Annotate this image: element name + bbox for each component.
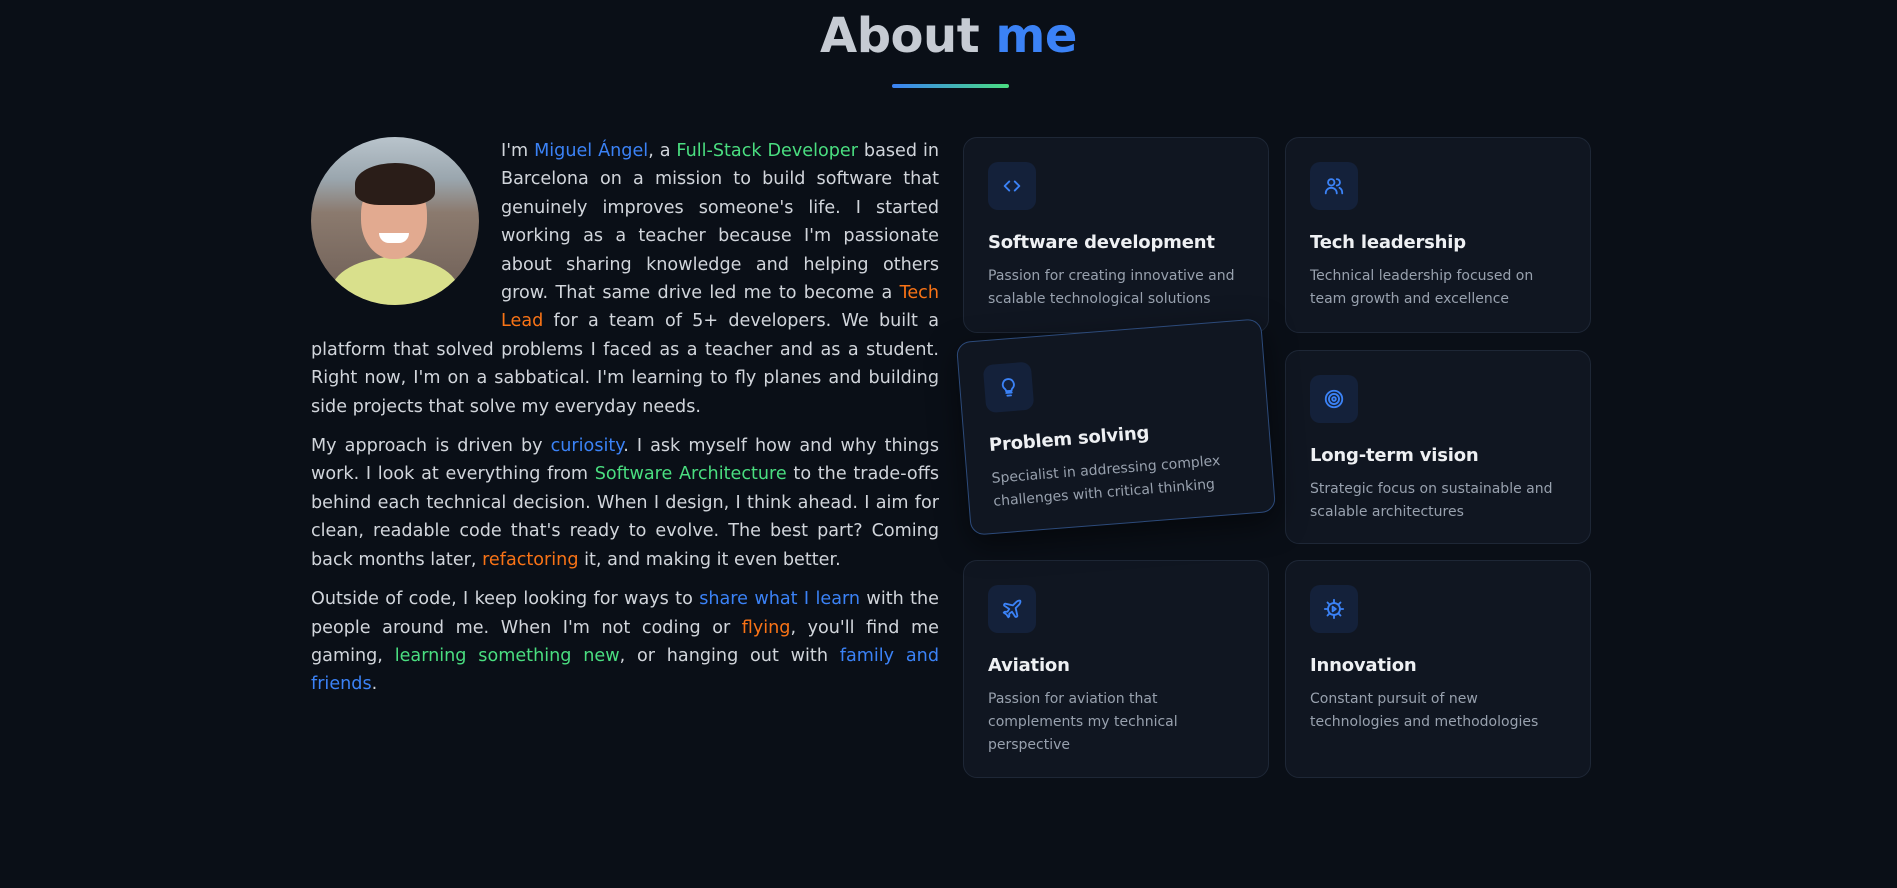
card-title: Innovation bbox=[1310, 655, 1417, 676]
about-text bbox=[311, 137, 939, 710]
title-text: About bbox=[820, 8, 980, 64]
highlight-orange: flying bbox=[741, 617, 791, 638]
card-title: Long-term vision bbox=[1310, 445, 1479, 466]
paragraph-hobbies bbox=[311, 585, 939, 699]
text-segment: it, and making it even better. bbox=[578, 549, 841, 570]
target-icon bbox=[1310, 375, 1358, 423]
text-segment: My approach is driven by bbox=[311, 436, 551, 457]
card-title: Aviation bbox=[988, 655, 1070, 676]
highlight-blue: curiosity bbox=[550, 436, 624, 457]
card-aviation bbox=[963, 560, 1269, 778]
text-segment: based in Barcelona on a mission to build software that genuinely improves someone's life. I started working as a teacher because I'm passionate about sharing knowledge and helping others grow. That same drive led me to become a bbox=[501, 141, 939, 304]
text-segment: for a team of 5+ developers. We built a platform that solved problems I faced as a teacher and as a student. Right now, I'm on a sabbatical. I'm learning to fly planes and building side projects that solve my everyday needs. bbox=[311, 311, 939, 417]
users-icon bbox=[1310, 162, 1358, 210]
card-problem-solving bbox=[956, 318, 1276, 535]
text-segment: . bbox=[371, 674, 378, 695]
card-title: Problem solving bbox=[988, 422, 1150, 456]
section-title bbox=[0, 8, 1897, 64]
highlight-green: learning something new bbox=[394, 645, 620, 666]
highlight-blue: family and friends bbox=[311, 645, 939, 695]
card-title: Tech leadership bbox=[1310, 232, 1466, 253]
highlight-blue: Miguel Ángel bbox=[534, 141, 649, 161]
highlight-blue: share what I learn bbox=[699, 589, 861, 610]
text-segment: , you'll find me gaming, bbox=[311, 617, 939, 666]
card-title: Software development bbox=[988, 232, 1215, 253]
text-segment: to the trade-offs behind each technical decision. When I design, I think ahead. I aim for clean, readable code that's ready to evolve. The best part? Coming back months later, bbox=[311, 464, 939, 570]
paragraph-approach bbox=[311, 432, 939, 574]
card-innovation bbox=[1285, 560, 1591, 778]
code-icon bbox=[988, 162, 1036, 210]
title-accent: me bbox=[995, 8, 1077, 64]
card-desc: Constant pursuit of new technologies and methodologies bbox=[1310, 691, 1539, 730]
lightbulb-icon bbox=[983, 361, 1035, 413]
card-desc: Specialist in addressing complex challenges with critical thinking bbox=[991, 452, 1221, 510]
card-desc: Passion for creating innovative and scalable technological solutions bbox=[988, 268, 1235, 307]
avatar bbox=[311, 137, 479, 305]
text-segment: , a bbox=[648, 141, 677, 161]
card-desc: Passion for aviation that complements my technical perspective bbox=[988, 691, 1178, 753]
text-segment: Outside of code, I keep looking for ways to bbox=[311, 589, 700, 610]
text-segment: . I ask myself how and why things work. I look at everything from bbox=[311, 436, 940, 485]
highlight-green: Software Architecture bbox=[594, 464, 787, 485]
card-long-term-vision bbox=[1285, 350, 1591, 544]
gear-icon bbox=[1310, 585, 1358, 633]
highlight-orange: refactoring bbox=[482, 549, 579, 570]
text-segment: , or hanging out with bbox=[619, 645, 840, 666]
card-desc: Technical leadership focused on team growth and excellence bbox=[1310, 268, 1534, 307]
text-segment: with the people around me. When I'm not coding or bbox=[311, 589, 939, 638]
card-desc: Strategic focus on sustainable and scalable architectures bbox=[1310, 481, 1553, 520]
plane-icon bbox=[988, 585, 1036, 633]
card-software-development bbox=[963, 137, 1269, 333]
text-segment: I'm bbox=[501, 141, 535, 161]
highlight-green: Full-Stack Developer bbox=[676, 141, 858, 161]
title-underline bbox=[892, 84, 1009, 88]
card-tech-leadership bbox=[1285, 137, 1591, 333]
highlight-orange: Tech Lead bbox=[501, 283, 939, 332]
